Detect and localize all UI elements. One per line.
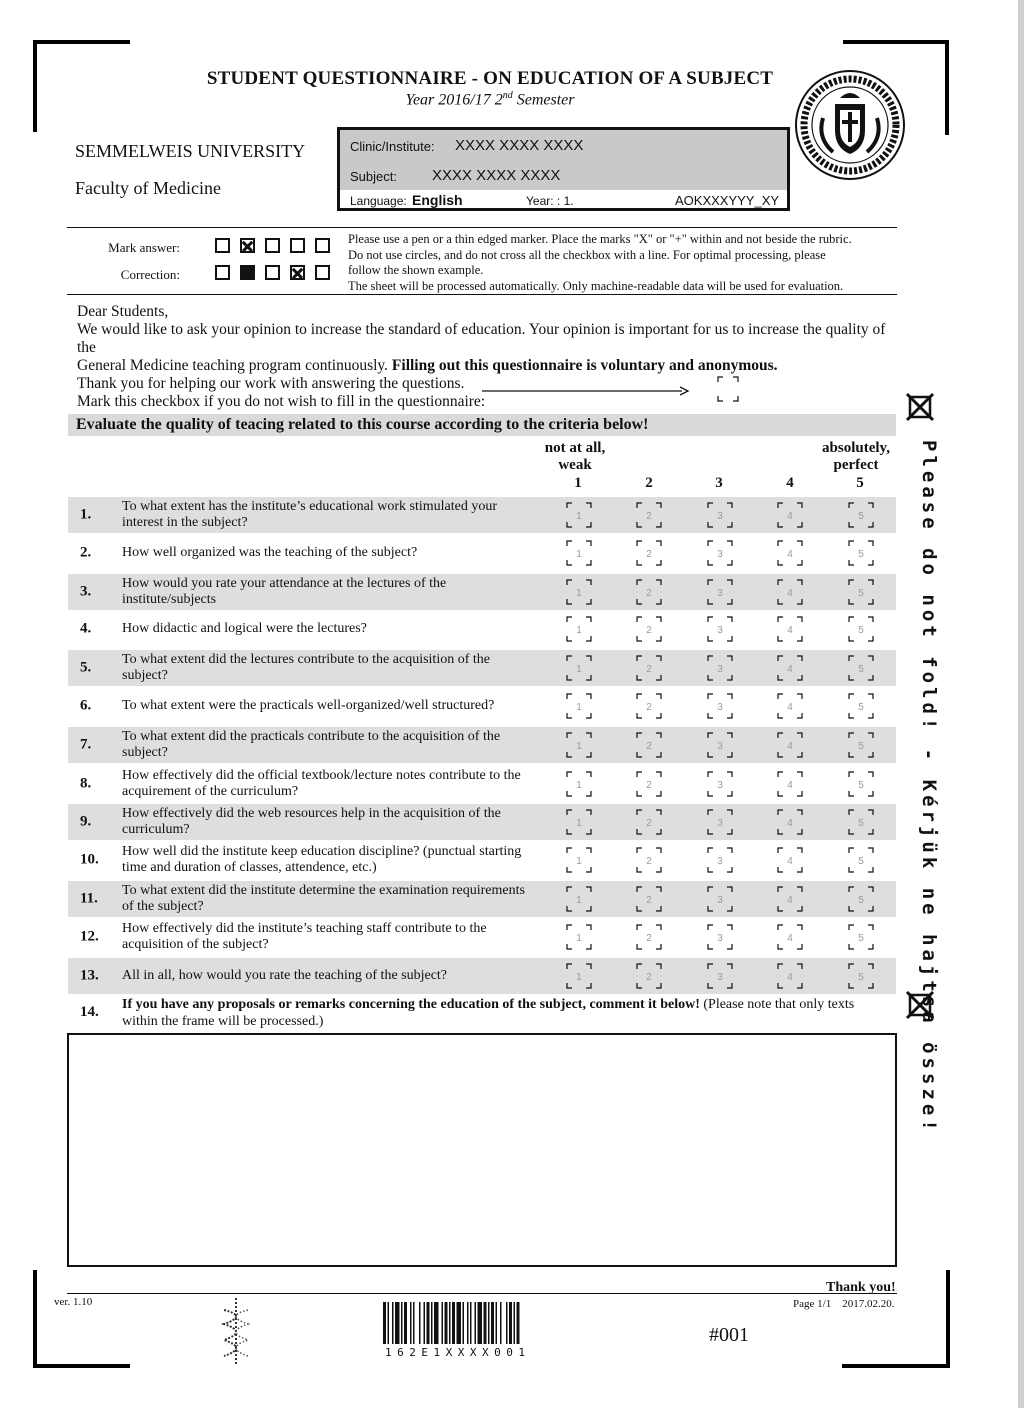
rating-option-number: 4 <box>787 933 793 944</box>
rating-option-5[interactable] <box>848 540 874 566</box>
rating-option-number: 3 <box>717 856 723 867</box>
rating-option-number: 1 <box>576 856 582 867</box>
barcode-bar <box>517 1302 520 1344</box>
example-box-empty <box>215 265 230 280</box>
rating-option-5[interactable] <box>848 579 874 605</box>
language-value: English <box>412 192 463 208</box>
question-number: 5. <box>80 659 92 676</box>
question-text: All in all, how would you rate the teaching of the subject? <box>122 968 448 983</box>
barcode-bar <box>431 1302 433 1344</box>
rating-option-2[interactable] <box>636 886 662 912</box>
rating-option-1[interactable] <box>566 655 592 681</box>
example-box-empty <box>315 238 330 253</box>
barcode-bar <box>419 1302 421 1344</box>
rating-option-5[interactable] <box>848 771 874 797</box>
course-code: AOKXXXYYY_XY <box>675 193 780 208</box>
corner-mark-top-right <box>843 40 949 44</box>
barcode-bar <box>388 1302 390 1344</box>
rating-option-2[interactable] <box>636 963 662 989</box>
rating-option-number: 1 <box>576 511 582 522</box>
barcode-bar <box>488 1302 490 1344</box>
example-box-x <box>290 265 305 280</box>
corner-mark-bottom-left-v <box>33 1270 37 1368</box>
question-number: 2. <box>80 544 92 561</box>
divider-top <box>67 227 897 228</box>
example-box-empty <box>315 265 330 280</box>
rating-option-2[interactable] <box>636 655 662 681</box>
question-row <box>68 727 896 763</box>
question-row <box>68 881 896 917</box>
intro-letter: Dear Students, We would like to ask your opinion to increase the standard of education. Your opinion is important for us to increase the quality of the General Medicine teaching program continuously. Filling out this questionnaire is voluntary and anonymous. Thank you for helping our work with answering the questions. Mark this checkbox if you do not wish to fill in the questionnaire: <box>77 303 886 410</box>
question-row <box>68 497 896 533</box>
rating-option-number: 5 <box>858 780 864 791</box>
university-seal-icon <box>793 68 907 182</box>
barcode-bar <box>445 1302 448 1344</box>
rating-option-1[interactable] <box>566 616 592 642</box>
optout-checkbox[interactable] <box>717 376 739 402</box>
example-box-filled <box>240 265 255 280</box>
rating-option-3[interactable] <box>707 924 733 950</box>
question-text: To what extent did the practicals contribute to the acquisition of the subject? <box>122 729 501 760</box>
rating-option-number: 4 <box>787 511 793 522</box>
language-label: Language: <box>350 194 407 208</box>
rating-option-number: 1 <box>576 588 582 599</box>
rating-option-number: 2 <box>646 933 652 944</box>
rating-option-number: 2 <box>646 664 652 675</box>
rating-option-number: 2 <box>646 972 652 983</box>
question-text: How well did the institute keep education discipline? (punctual starting time and duration of classes, attendence, etc.) <box>122 844 522 875</box>
rating-option-number: 3 <box>717 511 723 522</box>
rating-option-number: 2 <box>646 856 652 867</box>
question-row <box>68 611 896 647</box>
arrow-right-icon <box>482 384 692 398</box>
barcode-bar <box>410 1302 412 1344</box>
rating-option-3[interactable] <box>707 732 733 758</box>
rating-option-number: 4 <box>787 549 793 560</box>
rating-option-3[interactable] <box>707 771 733 797</box>
page-info: Page 1/1 2017.02.20. <box>793 1298 895 1310</box>
rating-option-number: 5 <box>858 856 864 867</box>
rating-option-number: 4 <box>787 664 793 675</box>
rating-option-1[interactable] <box>566 771 592 797</box>
barcode-bar <box>442 1302 444 1344</box>
question-number: 8. <box>80 775 92 792</box>
rating-option-1[interactable] <box>566 579 592 605</box>
do-not-fold-mark-icon <box>905 392 935 422</box>
rating-option-number: 1 <box>576 933 582 944</box>
barcode-bar <box>449 1302 451 1344</box>
form-subtitle: Year 2016/17 2nd Semester <box>405 90 575 109</box>
rating-option-number: 2 <box>646 702 652 713</box>
rating-option-number: 5 <box>858 818 864 829</box>
scale-high-label: absolutely, perfect <box>822 440 890 473</box>
rating-option-4[interactable] <box>777 579 803 605</box>
rating-option-1[interactable] <box>566 693 592 719</box>
rating-option-number: 2 <box>646 549 652 560</box>
rating-option-number: 1 <box>576 702 582 713</box>
rating-option-1[interactable] <box>566 809 592 835</box>
barcode-bar <box>434 1302 439 1344</box>
rating-option-number: 5 <box>858 549 864 560</box>
barcode-bar <box>413 1302 415 1344</box>
rating-option-number: 1 <box>576 741 582 752</box>
question-number: 3. <box>80 583 92 600</box>
example-box-x <box>240 238 255 253</box>
rating-option-number: 4 <box>787 625 793 636</box>
rating-option-number: 1 <box>576 972 582 983</box>
university-name: SEMMELWEIS UNIVERSITY <box>75 141 306 161</box>
question-number: 12. <box>80 928 99 945</box>
barcode-bar <box>404 1302 407 1344</box>
question-14-text: If you have any proposals or remarks concerning the education of the subject, comment it below! (Please note that only texts within the frame will be processed.) <box>122 997 855 1029</box>
rating-option-number: 3 <box>717 895 723 906</box>
rating-option-2[interactable] <box>636 771 662 797</box>
rating-option-number: 5 <box>858 664 864 675</box>
barcode-bar <box>514 1302 516 1344</box>
rating-option-4[interactable] <box>777 616 803 642</box>
rating-option-number: 4 <box>787 856 793 867</box>
question-number: 9. <box>80 813 92 830</box>
rating-option-4[interactable] <box>777 655 803 681</box>
barcode-bar <box>496 1302 498 1344</box>
scale-low-label: not at all, weak <box>544 440 606 473</box>
rating-option-5[interactable] <box>848 809 874 835</box>
rating-option-5[interactable] <box>848 732 874 758</box>
scale-3: 3 <box>715 475 723 491</box>
question-text: How effectively did the web resources help in the acquisition of the curriculum? <box>122 806 501 837</box>
course-info-box <box>337 127 790 211</box>
corner-mark-bottom-left <box>33 1364 130 1368</box>
rating-option-number: 2 <box>646 741 652 752</box>
rating-option-number: 1 <box>576 818 582 829</box>
rating-option-3[interactable] <box>707 616 733 642</box>
scale-4: 4 <box>786 475 794 491</box>
example-box-empty <box>265 238 280 253</box>
rating-option-4[interactable] <box>777 886 803 912</box>
do-not-fold-mark-icon <box>905 990 935 1020</box>
serial-number: #001 <box>709 1324 749 1346</box>
corner-mark-bottom-right-v <box>946 1270 950 1368</box>
question-row <box>68 919 896 955</box>
question-row <box>68 958 896 994</box>
question-number: 13. <box>80 967 99 984</box>
side-notice: Please do not fold! - Kérjük ne hajtsa össze! <box>918 440 940 1135</box>
rating-option-number: 2 <box>646 511 652 522</box>
barcode-bar <box>478 1302 483 1344</box>
evaluation-heading: Evaluate the quality of teacing related to this course according to the criteria below! <box>76 416 649 433</box>
divider-mid <box>67 294 897 295</box>
rating-option-1[interactable] <box>566 924 592 950</box>
question-row <box>68 688 896 724</box>
rating-option-number: 4 <box>787 702 793 713</box>
correction-example <box>215 265 330 280</box>
mark-answer-label: Mark answer: <box>108 240 180 255</box>
rating-option-number: 5 <box>858 702 864 713</box>
rating-option-4[interactable] <box>777 809 803 835</box>
question-text: To what extent did the lectures contribute to the acquisition of the subject? <box>122 652 490 683</box>
evaluation-heading-bar <box>68 414 896 436</box>
rating-option-number: 3 <box>717 702 723 713</box>
rating-option-number: 4 <box>787 741 793 752</box>
subject-label: Subject: <box>350 169 397 184</box>
barcode-bar <box>506 1302 508 1344</box>
question-text: To what extent has the institute’s educational work stimulated your interest in the subject? <box>122 499 497 530</box>
rating-option-4[interactable] <box>777 540 803 566</box>
rating-option-number: 4 <box>787 588 793 599</box>
rating-option-4[interactable] <box>777 963 803 989</box>
rating-option-5[interactable] <box>848 655 874 681</box>
rating-option-4[interactable] <box>777 924 803 950</box>
rating-option-number: 4 <box>787 972 793 983</box>
faculty-logo-icon <box>218 1296 254 1368</box>
rating-option-2[interactable] <box>636 579 662 605</box>
rating-option-2[interactable] <box>636 847 662 873</box>
rating-option-5[interactable] <box>848 847 874 873</box>
rating-option-number: 5 <box>858 741 864 752</box>
rating-option-2[interactable] <box>636 732 662 758</box>
barcode-bar <box>452 1302 455 1344</box>
rating-option-number: 3 <box>717 972 723 983</box>
rating-option-5[interactable] <box>848 886 874 912</box>
rating-option-3[interactable] <box>707 693 733 719</box>
rating-option-3[interactable] <box>707 655 733 681</box>
rating-option-3[interactable] <box>707 963 733 989</box>
rating-option-number: 5 <box>858 972 864 983</box>
rating-option-4[interactable] <box>777 502 803 528</box>
rating-option-number: 5 <box>858 933 864 944</box>
question-number: 10. <box>80 851 99 868</box>
rating-option-number: 1 <box>576 625 582 636</box>
faculty-name: Faculty of Medicine <box>75 178 221 198</box>
rating-option-number: 3 <box>717 818 723 829</box>
rating-option-number: 3 <box>717 588 723 599</box>
question-number: 4. <box>80 620 92 637</box>
barcode-bar <box>401 1302 403 1344</box>
scale-2: 2 <box>645 475 653 491</box>
clinic-value: XXXX XXXX XXXX <box>455 137 584 154</box>
rating-option-number: 3 <box>717 549 723 560</box>
rating-option-1[interactable] <box>566 886 592 912</box>
mark-answer-example <box>215 238 330 253</box>
rating-option-number: 3 <box>717 664 723 675</box>
question-number: 6. <box>80 697 92 714</box>
scale-1: 1 <box>574 475 582 491</box>
barcode-bar <box>395 1302 400 1344</box>
rating-option-number: 3 <box>717 933 723 944</box>
rating-option-1[interactable] <box>566 732 592 758</box>
rating-option-number: 1 <box>576 780 582 791</box>
barcode-bar <box>427 1302 430 1344</box>
rating-option-number: 2 <box>646 780 652 791</box>
question-text: To what extent did the institute determine the examination requirements of the subject? <box>122 883 525 914</box>
rating-option-number: 3 <box>717 780 723 791</box>
question-number: 11. <box>80 890 98 907</box>
barcode-bar <box>383 1302 386 1344</box>
rating-option-number: 1 <box>576 664 582 675</box>
thank-you-text: Thank you! <box>826 1280 896 1295</box>
rating-option-3[interactable] <box>707 886 733 912</box>
version-label: ver. 1.10 <box>54 1296 93 1308</box>
rating-option-5[interactable] <box>848 963 874 989</box>
marking-instructions: Please use a pen or a thin edged marker. Place the marks "X" or "+" within and not beside the rubric. Do not use circles, and do not cross all the checkbox with a line. For optimal processing, please follow the shown example. The sheet will be processed automatically. Only machine-readable data will be used for evaluation. <box>348 232 852 293</box>
question-row <box>68 574 896 610</box>
rating-option-5[interactable] <box>848 502 874 528</box>
rating-option-1[interactable] <box>566 963 592 989</box>
rating-option-5[interactable] <box>848 693 874 719</box>
rating-option-number: 4 <box>787 818 793 829</box>
rating-option-1[interactable] <box>566 847 592 873</box>
rating-option-number: 2 <box>646 625 652 636</box>
barcode-text: 162E1XXXX001 <box>385 1346 531 1359</box>
scale-5: 5 <box>856 475 864 491</box>
example-box-empty <box>265 265 280 280</box>
question-row <box>68 766 896 802</box>
question-number: 7. <box>80 736 92 753</box>
rating-option-3[interactable] <box>707 847 733 873</box>
barcode <box>383 1302 573 1344</box>
rating-option-number: 5 <box>858 588 864 599</box>
barcode-bar <box>424 1302 426 1344</box>
question-row <box>68 804 896 840</box>
rating-option-number: 2 <box>646 818 652 829</box>
rating-option-2[interactable] <box>636 540 662 566</box>
barcode-bar <box>467 1302 469 1344</box>
barcode-bar <box>475 1302 477 1344</box>
rating-option-3[interactable] <box>707 540 733 566</box>
question-text: How effectively did the institute’s teaching staff contribute to the acquisition of the subject? <box>122 921 487 952</box>
corner-mark-top-left <box>33 40 130 44</box>
rating-option-4[interactable] <box>777 771 803 797</box>
rating-option-number: 5 <box>858 625 864 636</box>
rating-option-2[interactable] <box>636 693 662 719</box>
rating-option-number: 5 <box>858 895 864 906</box>
rating-option-4[interactable] <box>777 732 803 758</box>
rating-option-4[interactable] <box>777 847 803 873</box>
question-row <box>68 842 896 878</box>
rating-option-2[interactable] <box>636 502 662 528</box>
rating-option-number: 4 <box>787 895 793 906</box>
rating-option-3[interactable] <box>707 809 733 835</box>
rating-option-2[interactable] <box>636 809 662 835</box>
rating-option-number: 4 <box>787 780 793 791</box>
rating-option-4[interactable] <box>777 693 803 719</box>
barcode-bar <box>457 1302 462 1344</box>
rating-option-2[interactable] <box>636 616 662 642</box>
rating-option-number: 1 <box>576 549 582 560</box>
rating-option-number: 3 <box>717 625 723 636</box>
rating-option-5[interactable] <box>848 616 874 642</box>
rating-option-3[interactable] <box>707 502 733 528</box>
barcode-bar <box>509 1302 512 1344</box>
comment-textarea[interactable] <box>67 1033 897 1267</box>
barcode-bar <box>470 1302 472 1344</box>
rating-option-5[interactable] <box>848 924 874 950</box>
rating-option-1[interactable] <box>566 502 592 528</box>
question-text: To what extent were the practicals well-organized/well structured? <box>122 698 495 713</box>
barcode-bar <box>463 1302 465 1344</box>
question-row <box>68 650 896 686</box>
rating-option-2[interactable] <box>636 924 662 950</box>
question-text: How didactic and logical were the lectures? <box>122 621 367 636</box>
question-row <box>68 535 896 571</box>
rating-option-1[interactable] <box>566 540 592 566</box>
form-title: STUDENT QUESTIONNAIRE - ON EDUCATION OF A SUBJECT <box>206 68 774 89</box>
question-number: 1. <box>80 506 92 523</box>
rating-option-number: 3 <box>717 741 723 752</box>
barcode-bar <box>392 1302 394 1344</box>
subject-value: XXXX XXXX XXXX <box>432 167 561 184</box>
corner-mark-bottom-right <box>842 1364 950 1368</box>
rating-option-number: 2 <box>646 588 652 599</box>
rating-option-number: 5 <box>858 511 864 522</box>
rating-option-number: 2 <box>646 895 652 906</box>
example-box-empty <box>215 238 230 253</box>
year-value: Year: : 1. <box>526 194 574 208</box>
correction-label: Correction: <box>120 267 180 282</box>
question-text: How well organized was the teaching of the subject? <box>122 545 418 560</box>
question-text: How would you rate your attendance at the lectures of the institute/subjects <box>122 576 447 607</box>
barcode-bar <box>500 1302 502 1344</box>
example-box-empty <box>290 238 305 253</box>
question-14-number: 14. <box>80 1004 99 1020</box>
barcode-bar <box>491 1302 494 1344</box>
rating-option-3[interactable] <box>707 579 733 605</box>
question-text: How effectively did the official textbook/lecture notes contribute to the acquirement of the curriculum? <box>122 768 521 799</box>
footer-rule <box>67 1293 897 1294</box>
rating-option-number: 1 <box>576 895 582 906</box>
barcode-bar <box>484 1302 487 1344</box>
clinic-label: Clinic/Institute: <box>350 139 435 154</box>
